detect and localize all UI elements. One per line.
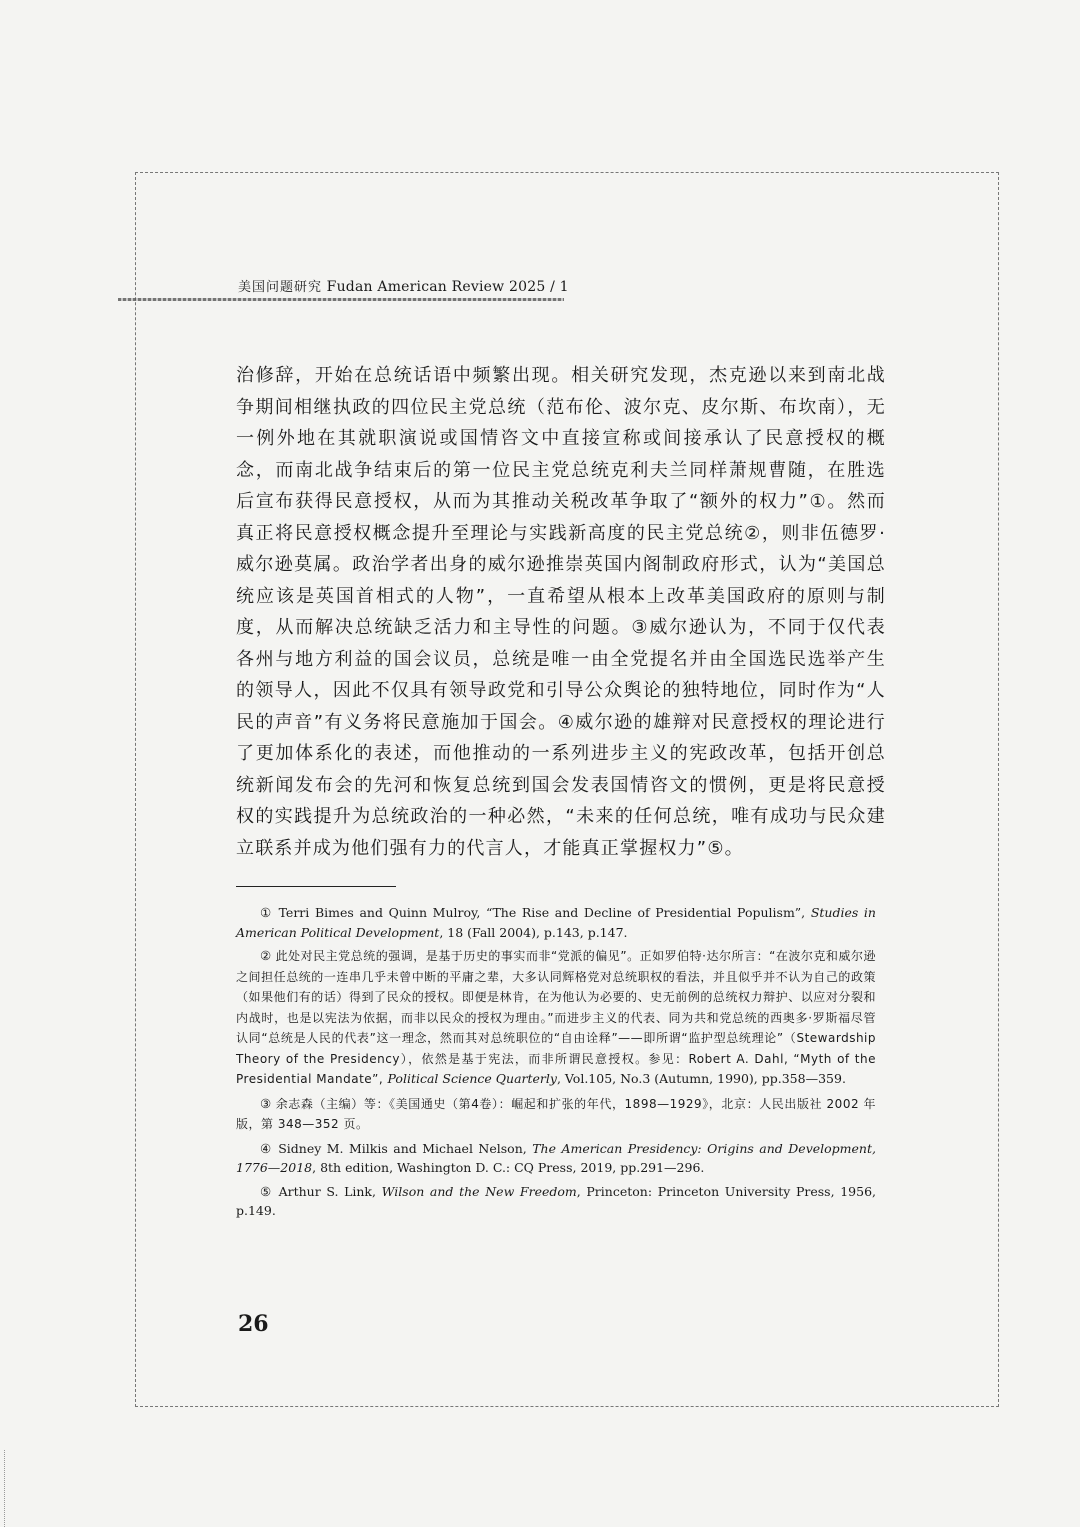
footnote-5: ⑤ Arthur S. Link, Wilson and the New Freedom, Princeton: Princeton University Press, 1956, p.149.	[236, 1183, 877, 1218]
footnote-rule	[236, 886, 396, 887]
journal-title-en: Fudan American Review 2025 / 1	[326, 279, 569, 295]
scan-edge	[4, 1450, 6, 1527]
header-rule	[118, 298, 564, 301]
footnotes	[236, 903, 876, 1225]
running-head	[238, 276, 569, 295]
page-number: 26	[238, 1311, 269, 1337]
footnote-1: ① Terri Bimes and Quinn Mulroy, “The Rise and Decline of Presidential Populism”, Studies in American Political Development, 18 (Fall 2004), p.143, p.147.	[236, 905, 876, 940]
footnote-3: ③ 余志森（主编）等：《美国通史（第4卷）：崛起和扩张的年代，1898—1929》，北京：人民出版社 2002 年版，第 348—352 页。	[236, 1095, 876, 1131]
journal-title-cn: 美国问题研究	[238, 280, 323, 295]
footnote-2: ② 此处对民主党总统的强调，是基于历史的事实而非“党派的偏见”。正如罗伯特·达尔所言：“在波尔克和威尔逊之间担任总统的一连串几乎未曾中断的平庸之辈，大多认同辉格党对总统职权的看法，并且似乎并不认为自己的政策（如果他们有的话）得到了民众的授权。即便是林肯，在为他认为必要的、史无前例的总统权力辩护、以应对分裂和内战时，也是以宪法为依据，而非以民众的授权为理由。”而进步主义的代表、同为共和党总统的西奥多·罗斯福尽管认同“总统是人民的代表”这一理念，然而其对总统职位的“自由诠释”——即所谓“监护型总统理论”（Stewardship Theory of the Presidency），依然是基于宪法，而非所谓民意授权。参见：Robert A. Dahl, “Myth of the Presidential Mandate”, Political Science Quarterly, Vol.105, No.3 (Autumn, 1990), pp.358—359.	[236, 948, 876, 1086]
footnote-4: ④ Sidney M. Milkis and Michael Nelson, The American Presidency: Origins and Development, 1776—2018, 8th edition, Washington D. C.: CQ Press, 2019, pp.291—296.	[236, 1140, 876, 1175]
body-paragraph: 治修辞，开始在总统话语中频繁出现。相关研究发现，杰克逊以来到南北战争期间相继执政的四位民主党总统（范布伦、波尔克、皮尔斯、布坎南），无一例外地在其就职演说或国情咨文中直接宣称或间接承认了民意授权的概念，而南北战争结束后的第一位民主党总统克利夫兰同样萧规曹随，在胜选后宣布获得民意授权，从而为其推动关税改革争取了“额外的权力”①。然而真正将民意授权概念提升至理论与实践新高度的民主党总统②，则非伍德罗·威尔逊莫属。政治学者出身的威尔逊推崇英国内阁制政府形式，认为“美国总统应该是英国首相式的人物”，一直希望从根本上改革美国政府的原则与制度，从而解决总统缺乏活力和主导性的问题。③威尔逊认为，不同于仅代表各州与地方利益的国会议员，总统是唯一由全党提名并由全国选民选举产生的领导人，因此不仅具有领导政党和引导公众舆论的独特地位，同时作为“人民的声音”有义务将民意施加于国会。④威尔逊的雄辩对民意授权的理论进行了更加体系化的表述，而他推动的一系列进步主义的宪政改革，包括开创总统新闻发布会的先河和恢复总统到国会发表国情咨文的惯例，更是将民意授权的实践提升为总统政治的一种必然，“未来的任何总统，唯有成功与民众建立联系并成为他们强有力的代言人，才能真正掌握权力”⑤。	[236, 365, 886, 859]
